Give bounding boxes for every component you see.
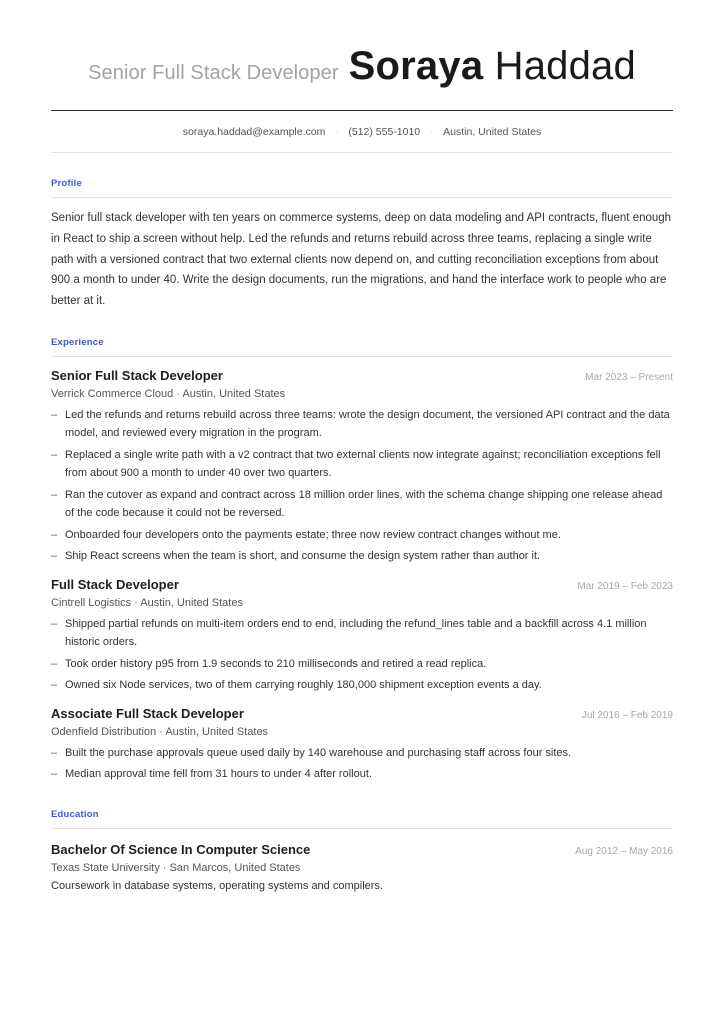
- job-company: Verrick Commerce Cloud · Austin, United States: [51, 387, 286, 400]
- candidate-name: [349, 44, 636, 89]
- degree-title: Bachelor Of Science In Computer Science: [51, 841, 311, 857]
- contact-separator: ·: [335, 127, 339, 137]
- bullet-item: – Took order history p95 from 1.9 seconds to 210 milliseconds and retired a read replica.: [51, 655, 673, 674]
- job-entry: [51, 577, 673, 695]
- bullet-item: – Built the purchase approvals queue used daily by 140 warehouse and purchasing staff across four sites.: [51, 744, 673, 763]
- resume-header: [51, 0, 673, 110]
- bullet-item: – Replaced a single write path with a v2 contract that two external clients now integrate against; reconciliation exceptions fell from about 900 a month to under 40 over two quarters.: [51, 446, 673, 483]
- job-entry: [51, 368, 673, 566]
- section-title-education: Education: [51, 808, 99, 820]
- section-divider: [51, 828, 673, 829]
- job-bullets: [51, 744, 673, 784]
- coursework-note: Coursework in database systems, operating systems and compilers.: [51, 879, 383, 892]
- contact-line: [51, 111, 673, 152]
- bullet-item: – Ran the cutover as expand and contract across 18 million order lines, with the schema change shipping one release ahead of the code because it could not be reversed.: [51, 486, 673, 523]
- bullet-item: – Ship React screens when the team is short, and consume the design system rather than author it.: [51, 547, 673, 566]
- job-company: Odenfield Distribution · Austin, United States: [51, 725, 269, 738]
- contact-separator: ·: [430, 127, 434, 137]
- first-name: Soraya: [348, 44, 484, 88]
- education-dates: Aug 2012 – May 2016: [575, 845, 673, 857]
- job-dates: Jul 2016 – Feb 2019: [581, 709, 673, 721]
- location-text: Austin, United States: [443, 126, 542, 138]
- education-entry: [51, 842, 673, 892]
- bullet-item: – Shipped partial refunds on multi-item orders end to end, including the refund_lines table and a backfill across 4.1 million historic orders.: [51, 615, 673, 652]
- contact-divider: [51, 152, 673, 153]
- bullet-item: – Median approval time fell from 31 hours to under 4 after rollout.: [51, 765, 673, 784]
- bullet-item: – Led the refunds and returns rebuild across three teams: wrote the design document, the versioned API contract and the data model, and reviewed every migration in the program.: [51, 406, 673, 443]
- job-entry: [51, 706, 673, 784]
- profile-summary: Senior full stack developer with ten years on commerce systems, deep on data modeling and API contracts, fluent enough in React to ship a screen without help. Led the refunds and returns rebuild across three teams, replacing a single write path with a versioned contract that two external clients now depend on, and cutting reconciliation exceptions from about 900 a month to under 40. Write the design documents, run the migrations, and hand the interface work to people who are better at it.: [51, 212, 672, 308]
- section-title-profile: Profile: [51, 178, 82, 189]
- job-dates: Mar 2019 – Feb 2023: [577, 580, 673, 592]
- phone-text: (512) 555-1010: [348, 126, 421, 138]
- job-company: Cintrell Logistics · Austin, United States: [51, 596, 243, 609]
- job-title: Associate Full Stack Developer: [51, 705, 244, 721]
- email-link[interactable]: soraya.haddad@example.com: [182, 126, 326, 138]
- role-title: Senior Full Stack Developer: [88, 62, 339, 84]
- bullet-item: – Owned six Node services, two of them carrying roughly 180,000 shipment exception events a day.: [51, 676, 673, 695]
- section-title-experience: Experience: [51, 336, 104, 348]
- job-title: Senior Full Stack Developer: [51, 367, 223, 383]
- job-bullets: [51, 615, 673, 695]
- bullet-item: – Onboarded four developers onto the payments estate; three now review contract changes without me.: [51, 526, 673, 545]
- job-title: Full Stack Developer: [51, 576, 179, 592]
- job-dates: Mar 2023 – Present: [585, 371, 673, 383]
- section-divider: [51, 197, 673, 198]
- last-name: Haddad: [494, 44, 636, 88]
- school-name: Texas State University · San Marcos, United States: [51, 861, 301, 874]
- section-divider: [51, 356, 673, 357]
- job-bullets: [51, 406, 673, 566]
